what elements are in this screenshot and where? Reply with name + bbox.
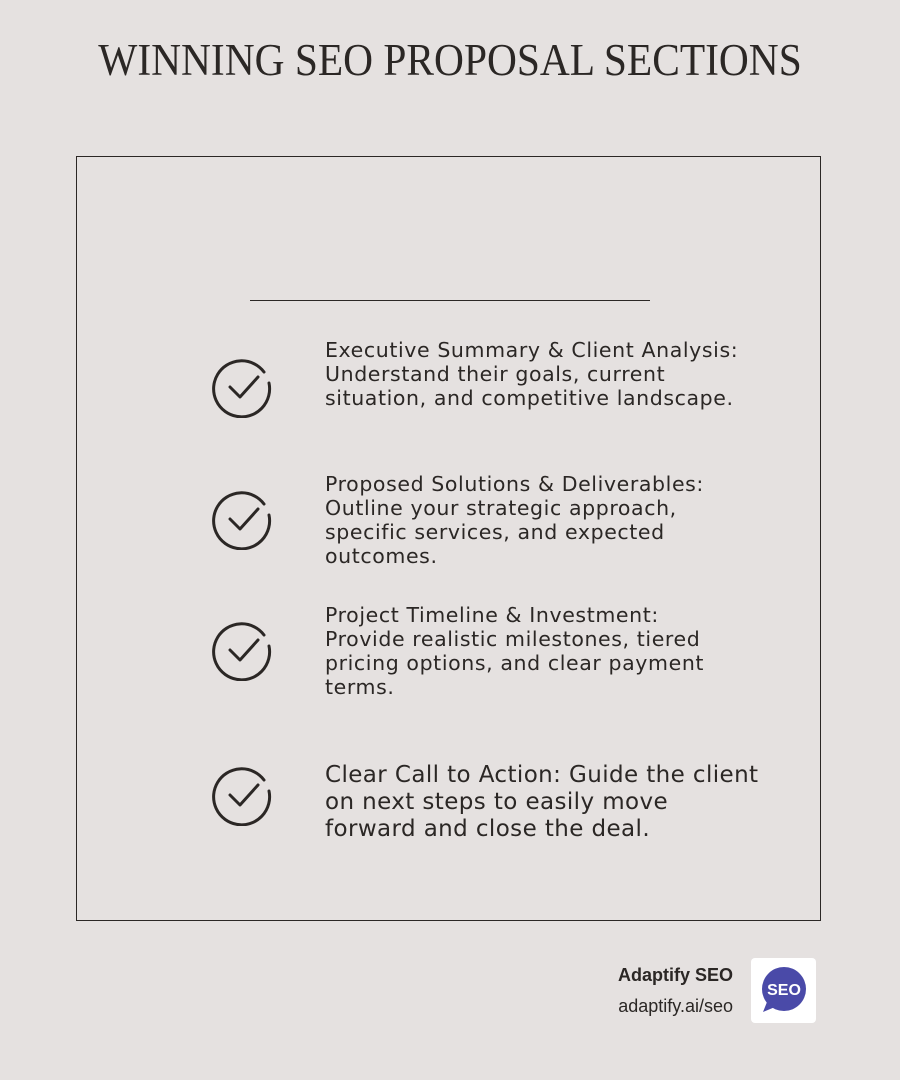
brand-name: Adaptify SEO	[617, 965, 733, 985]
check-circle-icon	[212, 619, 274, 681]
brand-logo	[751, 958, 816, 1023]
page-title: WINNING SEO PROPOSAL SECTIONS	[98, 35, 802, 85]
item-text: Clear Call to Action: Guide the client on next steps to easily move forward and close the deal.	[325, 762, 759, 842]
item-text: Executive Summary & Client Analysis: Understand their goals, current situation, and competitive landscape.	[325, 338, 739, 410]
svg-text:SEO: SEO	[767, 982, 801, 999]
seo-chat-bubble-icon	[751, 958, 816, 1023]
brand-url[interactable]: adaptify.ai/seo	[618, 996, 733, 1016]
item-text: Project Timeline & Investment: Provide realistic milestones, tiered pricing options, and clear payment terms.	[325, 603, 705, 699]
check-circle-icon	[212, 488, 274, 550]
divider-line	[250, 300, 650, 301]
check-circle-icon	[212, 764, 274, 826]
item-text: Proposed Solutions & Deliverables: Outline your strategic approach, specific services, and expected outcomes.	[325, 472, 704, 568]
check-circle-icon	[212, 356, 274, 418]
